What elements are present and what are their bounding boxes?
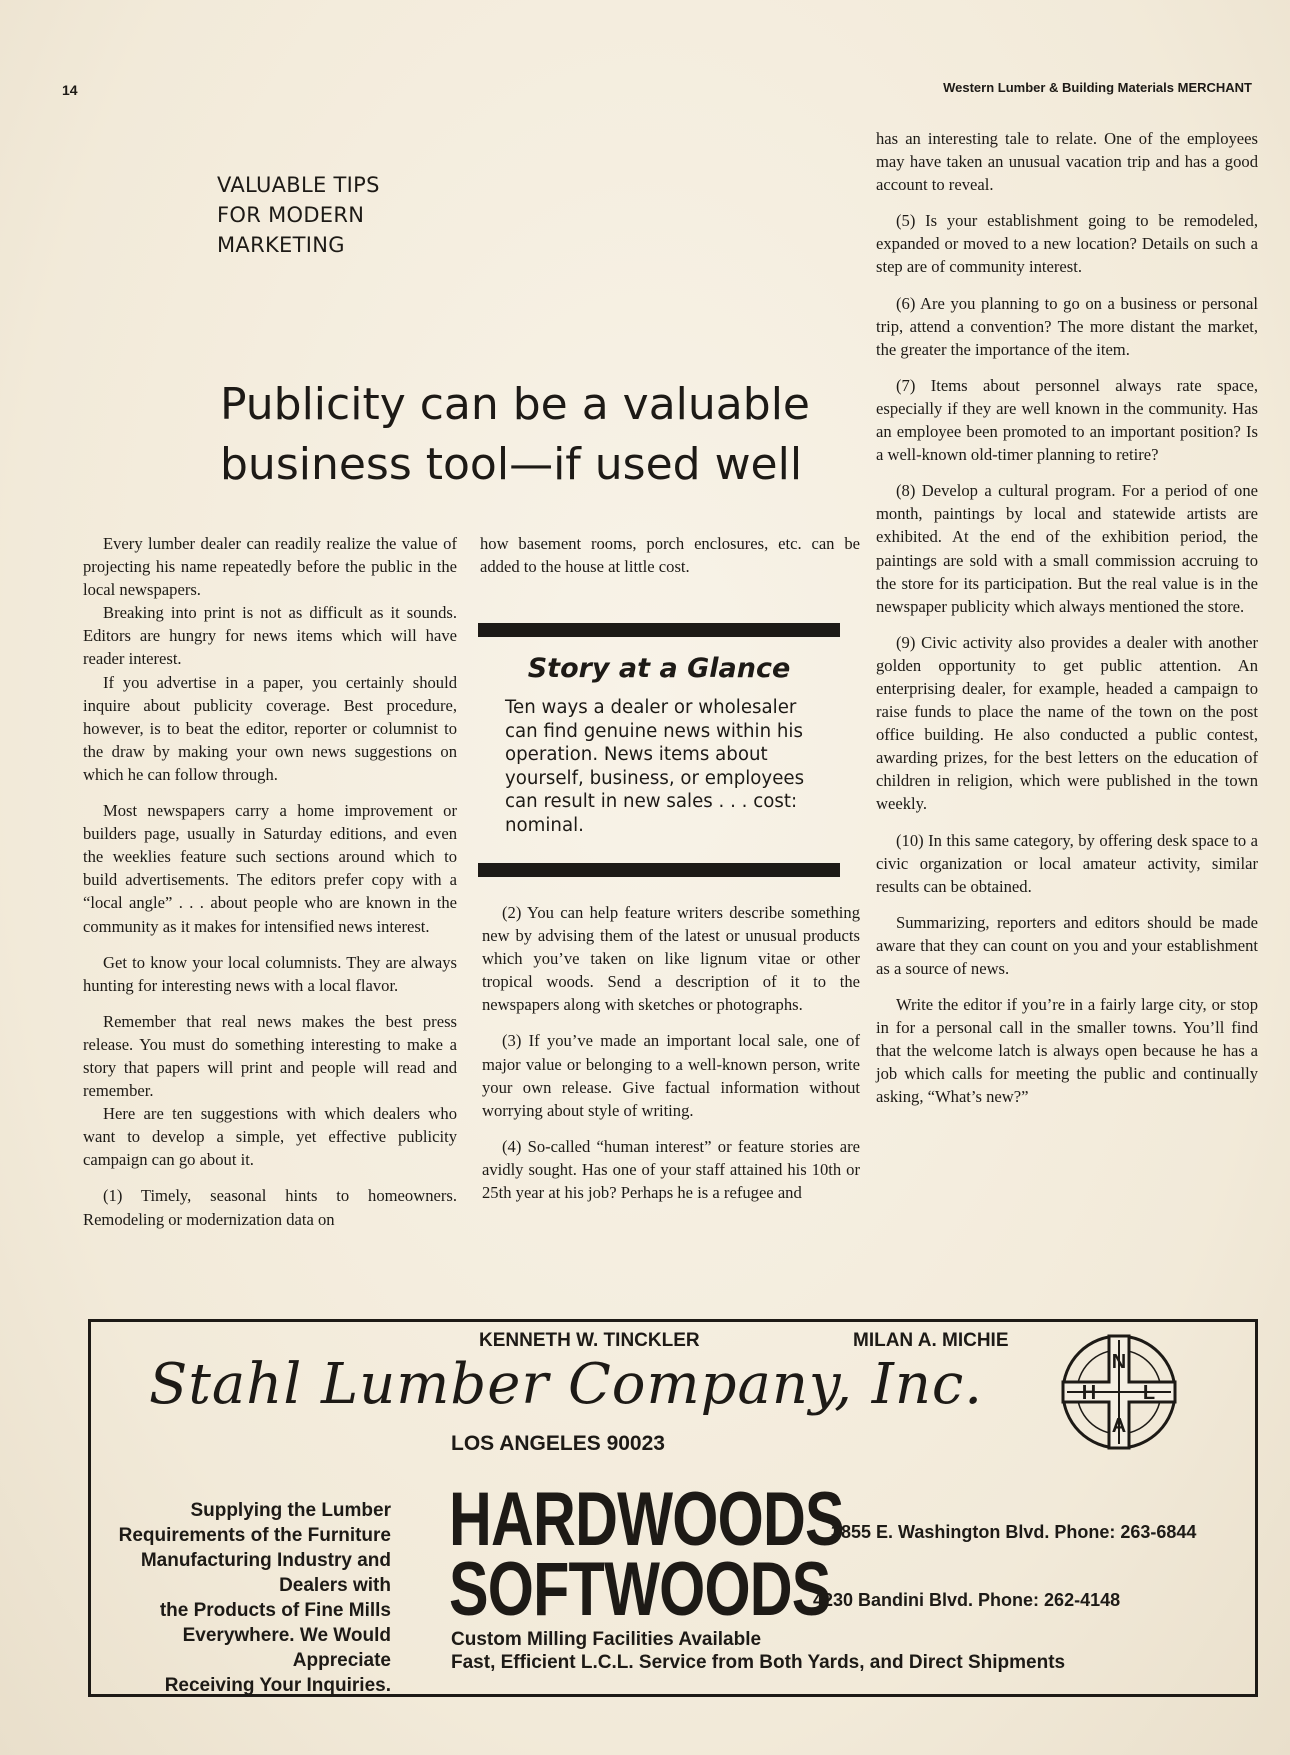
company-name: Stahl Lumber Company, Inc. xyxy=(149,1352,984,1417)
kicker xyxy=(217,170,380,260)
headline-line: business tool—if used well xyxy=(220,439,803,490)
kicker-line: VALUABLE TIPS xyxy=(217,173,380,197)
softwoods-heading: SOFTWOODS xyxy=(449,1547,831,1632)
address-bandini: 4230 Bandini Blvd. Phone: 262-4148 xyxy=(813,1590,1121,1610)
milling-line-2: Fast, Efficient L.C.L. Service from Both Yards, and Direct Shipments xyxy=(451,1652,1066,1673)
supply-line: Everywhere. We Would Appreciate xyxy=(182,1625,391,1671)
box-rule-bottom xyxy=(478,863,840,877)
paragraph: Write the editor if you’re in a fairly large city, or stop in for a personal call in the smaller towns. You’ll find that the welcome latch is always open because he has a job which calls for meeting the public and continually asking, “What’s new?” xyxy=(876,995,1258,1107)
supply-line: Receiving Your Inquiries. xyxy=(164,1675,391,1696)
paragraph: (2) You can help feature writers describe something new by advising them of the latest or unusual products which you’ve taken on like lignum vitae or other tropical woods. Send a description of it to the newspapers along with sketches or photographs. xyxy=(482,903,860,1015)
glance-body: Ten ways a dealer or wholesaler can find genuine news within his operation. News items about yourself, business, or employees can result in new sales . . . cost: nominal. xyxy=(505,697,805,836)
supply-line: Dealers with xyxy=(279,1575,391,1596)
glance-title: Story at a Glance xyxy=(527,653,791,684)
ad-supply-text xyxy=(91,1498,391,1698)
paragraph: (10) In this same category, by offering desk space to a civic organization or local amateur activity, similar results can be obtained. xyxy=(876,830,1258,896)
paragraph: Here are ten suggestions with which dealers who want to develop a simple, yet effective publicity campaign can go about it. xyxy=(83,1104,457,1170)
seal-letter-left: H xyxy=(1081,1382,1097,1404)
article-column-3 xyxy=(876,127,1258,1122)
headline-line: Publicity can be a valuable xyxy=(220,379,810,430)
ad-name-left: KENNETH W. TINCKLER xyxy=(479,1330,700,1351)
kicker-line: MARKETING xyxy=(217,233,345,257)
supply-line: Requirements of the Furniture xyxy=(118,1525,391,1546)
paragraph: Summarizing, reporters and editors should be made aware that they can count on you and your establishment as a source of news. xyxy=(876,912,1258,978)
paragraph: Remember that real news makes the best press release. You must do something interesting to make a story that papers will print and people will read and remember. xyxy=(83,1011,457,1101)
company-city: LOS ANGELES 90023 xyxy=(451,1432,665,1455)
seal-letter-top: N xyxy=(1111,1351,1127,1373)
running-head: Western Lumber & Building Materials MERCHANT xyxy=(943,80,1252,95)
supply-line: Manufacturing Industry and xyxy=(140,1550,391,1571)
supply-line: Supplying the Lumber xyxy=(190,1500,391,1521)
seal-letter-right: L xyxy=(1142,1382,1156,1404)
paragraph: (6) Are you planning to go on a business or personal trip, attend a convention? The more distant the market, the greater the importance of the item. xyxy=(876,293,1258,359)
article-column-2 xyxy=(482,901,860,1217)
supply-line: the Products of Fine Mills xyxy=(159,1600,391,1621)
page-number: 14 xyxy=(62,82,78,98)
paragraph: has an interesting tale to relate. One of the employees may have taken an unusual vacation trip and has a good account to reveal. xyxy=(876,129,1258,195)
milling-line-1: Custom Milling Facilities Available xyxy=(451,1629,762,1650)
advertisement xyxy=(88,1319,1258,1697)
story-at-a-glance-box xyxy=(478,623,840,877)
article-column-2-top xyxy=(480,532,860,591)
headline xyxy=(220,375,810,495)
paragraph: (9) Civic activity also provides a dealer with another golden opportunity to get public attention. An enterprising dealer, for example, headed a campaign to raise funds to place the name of the town on the post office building. He also conducted a public contest, awarding prizes, for the best letters on the education of children in religion, which were published in the town weekly. xyxy=(876,632,1258,814)
paragraph: (4) So-called “human interest” or feature stories are avidly sought. Has one of your staff attained his 10th or 25th year at his job? Perhaps he is a refugee and xyxy=(482,1136,860,1203)
paragraph: If you advertise in a paper, you certainly should inquire about publicity coverage. Best procedure, however, is to beat the editor, reporter or columnist to the draw by making your own news suggestions on which he can follow through. xyxy=(83,672,457,784)
paragraph: (8) Develop a cultural program. For a period of one month, paintings by local and statewide artists are exhibited. At the end of the exhibition period, the paintings are sold with a small commission accruing to the store for its participation. But the real value is in the newspaper publicity which always mentioned the store. xyxy=(876,481,1258,616)
paragraph: Most newspapers carry a home improvement or builders page, usually in Saturday editions, and even the weeklies feature such sections around which to build advertisements. The editors prefer copy with a “local angle” . . . about people who are known in the community as it makes for intensified news interest. xyxy=(83,801,457,936)
paragraph: how basement rooms, porch enclosures, etc. can be added to the house at little cost. xyxy=(480,534,860,577)
paragraph: Every lumber dealer can readily realize the value of projecting his name repeatedly before the public in the local newspapers. xyxy=(83,534,457,600)
paragraph: Breaking into print is not as difficult as it sounds. Editors are hungry for news items which will have reader interest. xyxy=(83,603,457,669)
kicker-line: FOR MODERN xyxy=(217,203,365,227)
paragraph: (7) Items about personnel always rate space, especially if they are well known in the community. Has an employee been promoted to an important position? Is a well-known old-timer planning to retire? xyxy=(876,375,1258,465)
address-washington: 3855 E. Washington Blvd. Phone: 263-6844 xyxy=(831,1522,1197,1542)
article-column-1 xyxy=(83,532,457,1244)
seal-letter-bottom: A xyxy=(1111,1415,1127,1437)
hardwood-association-seal-icon xyxy=(1059,1332,1179,1452)
paragraph: (3) If you’ve made an important local sale, one of major value or belonging to a well-known person, write your own release. Give factual information without worrying about style of writing. xyxy=(482,1031,860,1120)
hardwoods-heading: HARDWOODS xyxy=(449,1477,844,1562)
paragraph: Get to know your local columnists. They are always hunting for interesting news with a local flavor. xyxy=(83,952,457,995)
ad-name-right: MILAN A. MICHIE xyxy=(853,1330,1009,1351)
paragraph: (1) Timely, seasonal hints to homeowners. Remodeling or modernization data on xyxy=(83,1186,457,1229)
box-rule-top xyxy=(478,623,840,637)
paragraph: (5) Is your establishment going to be remodeled, expanded or moved to a new location? Details on such a step are of community interest. xyxy=(876,211,1258,277)
